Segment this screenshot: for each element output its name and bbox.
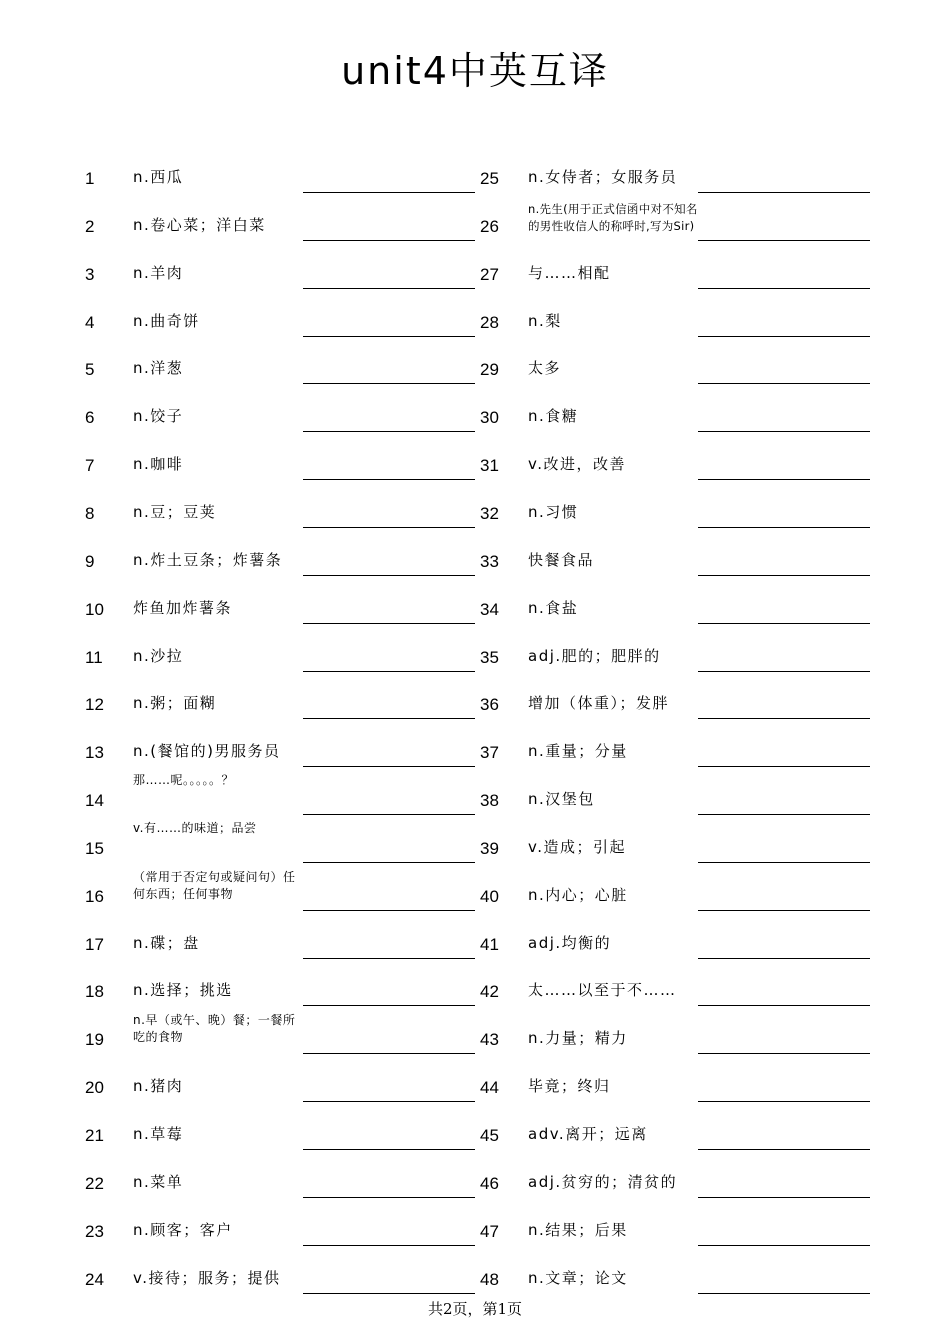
item-number: 39 [480,838,499,858]
vocab-row [480,719,940,767]
chinese-term: n.汉堡包 [528,790,595,809]
item-number: 10 [85,599,104,619]
chinese-term: n.女侍者；女服务员 [528,168,678,186]
chinese-term: n.(餐馆的)男服务员 [133,742,281,761]
vocab-row [480,815,940,863]
item-number: 24 [85,1269,104,1289]
vocab-row [85,719,545,767]
item-number: 7 [85,456,95,476]
vocab-row [85,432,545,480]
chinese-term: n.曲奇饼 [133,311,200,330]
chinese-term: 毕竟；终归 [528,1077,611,1096]
item-number: 17 [85,934,104,954]
chinese-term: v.改进，改善 [528,455,626,474]
vocab-row [480,767,940,815]
vocab-row [85,1054,545,1102]
page-footer: 共2页，第1页 [427,1300,523,1318]
chinese-term: n.西瓜 [133,168,184,186]
vocab-row [85,1246,545,1294]
item-number: 15 [85,838,104,858]
vocab-row [480,911,940,959]
chinese-term: n.重量；分量 [528,742,628,761]
chinese-term: 快餐食品 [528,550,595,569]
chinese-term: v.接待；服务；提供 [133,1268,281,1287]
chinese-term: 增加（体重）；发胖 [528,694,670,713]
item-number: 16 [85,886,104,906]
item-number: 40 [480,886,499,906]
vocab-row [480,432,940,480]
vocab-row [480,145,940,193]
chinese-term: n.卷心菜；洋白菜 [133,215,266,234]
item-number: 48 [480,1269,499,1289]
chinese-term: n.草莓 [133,1125,184,1143]
chinese-term: n.羊肉 [133,263,184,282]
item-number: 33 [480,551,499,571]
item-number: 18 [85,982,104,1002]
vocab-row [85,289,545,337]
item-number: 36 [480,695,499,715]
chinese-term: （常用于否定句或疑问句）任何东西；任何事物 [133,869,296,901]
chinese-term: n.早（或午、晚）餐；一餐所吃的食物 [133,1013,296,1045]
chinese-term: 与……相配 [528,263,611,282]
item-number: 11 [85,647,103,667]
answer-blank-line[interactable] [698,1293,870,1294]
vocab-row [480,863,940,911]
item-number: 46 [480,1173,499,1193]
vocab-row [85,384,545,432]
chinese-term: n.洋葱 [133,359,184,378]
item-number: 31 [480,456,499,476]
item-number: 29 [480,360,499,380]
vocab-row [480,671,940,719]
item-number: 1 [85,169,95,188]
chinese-term: n.结果；后果 [528,1220,628,1239]
vocab-row [480,1150,940,1198]
vocab-row [85,241,545,289]
vocab-row [480,289,940,337]
item-number: 44 [480,1078,499,1098]
item-number: 8 [85,503,95,523]
chinese-term: n.咖啡 [133,455,184,474]
vocab-row [85,624,545,672]
vocab-row [480,528,940,576]
chinese-term: n.菜单 [133,1172,184,1191]
chinese-term: v.造成；引起 [528,837,626,856]
item-number: 41 [480,934,499,954]
chinese-term: n.内心；心脏 [528,885,628,904]
item-number: 20 [85,1078,104,1098]
vocab-row [480,336,940,384]
chinese-term: adv.离开；远离 [528,1125,648,1143]
item-number: 5 [85,360,95,380]
chinese-term: n.食盐 [528,598,579,617]
chinese-term: n.碟；盘 [133,933,200,952]
chinese-term: adj.均衡的 [528,933,612,952]
answer-blank-line[interactable] [303,1293,475,1294]
item-number: 28 [480,312,499,332]
chinese-term: n.粥；面糊 [133,694,217,713]
item-number: 32 [480,503,499,523]
chinese-term: adj.贫穷的；清贫的 [528,1172,678,1191]
chinese-term: n.沙拉 [133,646,184,665]
vocab-row [480,384,940,432]
item-number: 37 [480,743,499,763]
chinese-term: 炸鱼加炸薯条 [133,598,233,617]
item-number: 13 [85,743,104,763]
vocab-row [85,1102,545,1150]
vocab-row [480,624,940,672]
vocab-row [85,958,545,1006]
chinese-term: 那……呢。。。。。？ [133,773,235,788]
item-number: 42 [480,982,499,1002]
item-number: 19 [85,1030,104,1050]
chinese-term: n.食糖 [528,407,579,426]
chinese-term: n.先生(用于正式信函中对不知名的男性收信人的称呼时,写为Sir) [528,201,698,233]
vocab-row [85,863,545,911]
item-number: 27 [480,264,499,284]
chinese-term: adj.肥的；肥胖的 [528,646,661,665]
chinese-term: n.饺子 [133,407,184,426]
vocab-row [85,336,545,384]
vocab-row [85,815,545,863]
vocab-row [85,480,545,528]
item-number: 35 [480,647,499,667]
chinese-term: n.炸土豆条；炸薯条 [133,550,283,569]
item-number: 4 [85,312,95,332]
chinese-term: n.猪肉 [133,1077,184,1096]
vocab-row [85,1006,545,1054]
vocab-row [85,145,545,193]
item-number: 9 [85,551,95,571]
item-number: 45 [480,1126,499,1145]
vocab-row [480,1246,940,1294]
vocab-row [480,480,940,528]
vocab-row [85,671,545,719]
vocab-row [85,767,545,815]
vocab-row [480,1054,940,1102]
vocab-row [480,241,940,289]
vocab-row [480,1198,940,1246]
item-number: 30 [480,408,499,428]
vocab-row [85,576,545,624]
chinese-term: 太……以至于不…… [528,981,677,1000]
chinese-term: n.豆；豆荚 [133,502,217,521]
chinese-term: n.文章；论文 [528,1268,628,1287]
item-number: 47 [480,1221,499,1241]
item-number: 6 [85,408,95,428]
chinese-term: n.顾客；客户 [133,1220,233,1239]
vocab-row [480,1102,940,1150]
vocab-row [480,1006,940,1054]
vocab-row [85,911,545,959]
item-number: 38 [480,791,499,811]
item-number: 3 [85,264,95,284]
item-number: 43 [480,1030,499,1050]
vocab-row [480,958,940,1006]
chinese-term: n.选择；挑选 [133,981,233,1000]
item-number: 2 [85,216,95,236]
item-number: 12 [85,695,104,715]
vocab-row [480,193,940,241]
vocab-row [85,1150,545,1198]
chinese-term: n.力量；精力 [528,1029,628,1048]
chinese-term: n.习惯 [528,502,579,521]
vocab-row [480,576,940,624]
vocab-row [85,193,545,241]
item-number: 22 [85,1173,104,1193]
vocab-row [85,1198,545,1246]
item-number: 25 [480,169,499,188]
item-number: 34 [480,599,499,619]
page-title: unit4中英互译 [341,49,609,93]
vocab-row [85,528,545,576]
item-number: 14 [85,791,104,811]
item-number: 23 [85,1221,104,1241]
chinese-term: v.有……的味道；品尝 [133,820,257,835]
chinese-term: 太多 [528,359,562,378]
chinese-term: n.梨 [528,311,562,330]
item-number: 21 [85,1126,104,1145]
item-number: 26 [480,216,499,236]
